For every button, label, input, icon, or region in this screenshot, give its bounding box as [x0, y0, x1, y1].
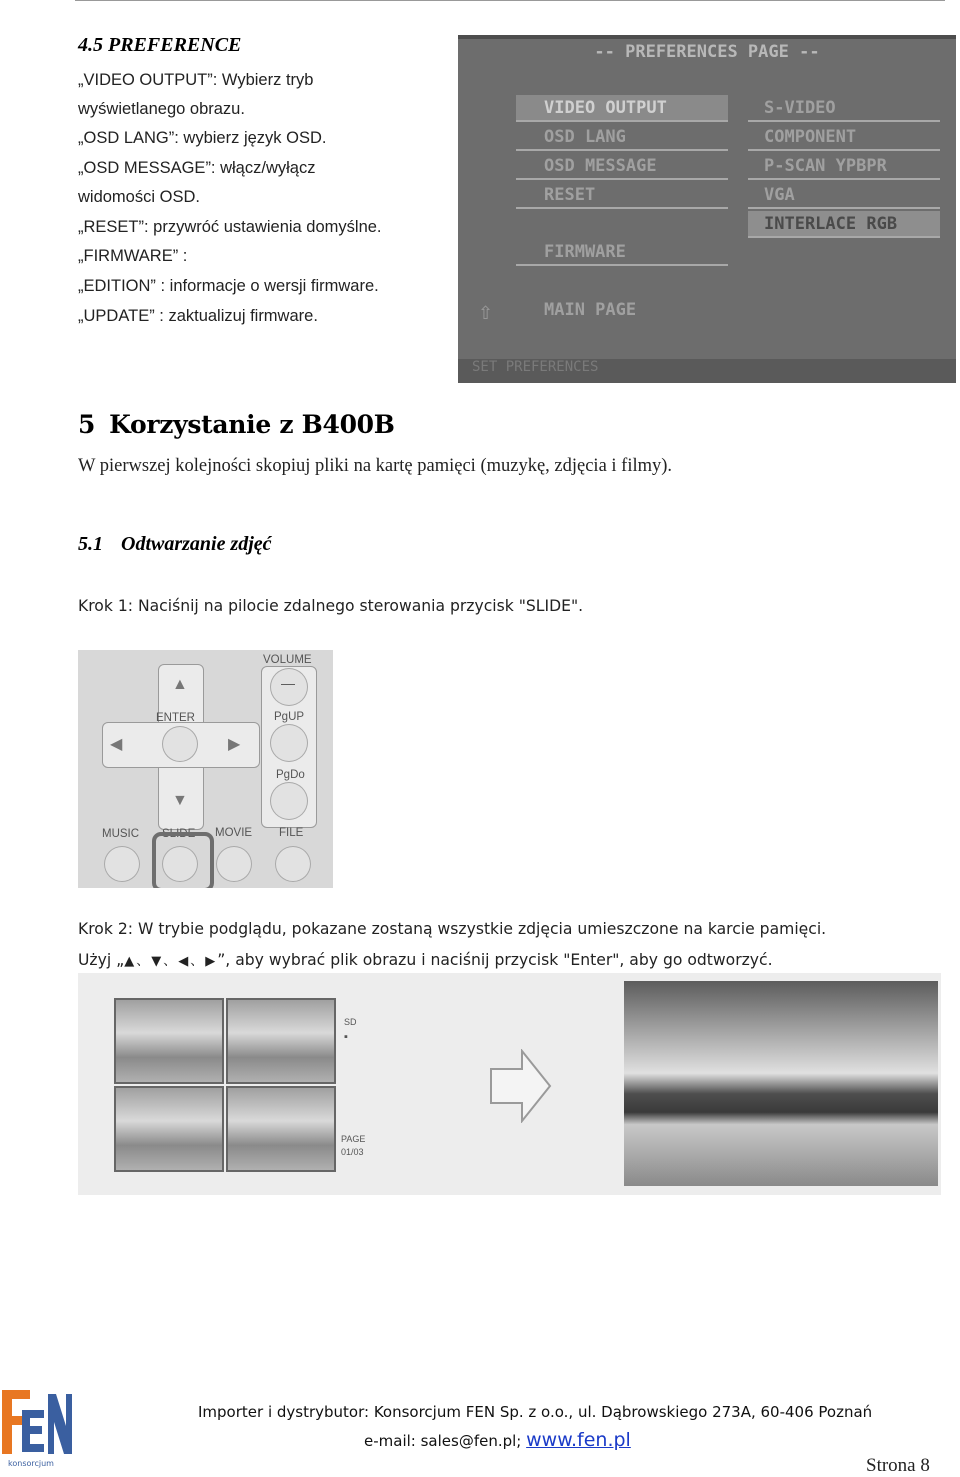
prefs-option-svideo: S-VIDEO: [748, 95, 940, 122]
footer-contact: [364, 1429, 631, 1451]
prefs-footer: SET PREFERENCES: [472, 359, 599, 375]
section-5-1-heading: [78, 533, 272, 556]
prefs-menu-osd-lang: OSD LANG: [516, 124, 728, 151]
prefs-option-interlace-rgb: INTERLACE RGB: [748, 211, 940, 238]
prefs-menu-reset: RESET: [516, 182, 728, 209]
section-5-1-number: 5.1: [78, 533, 103, 555]
pref-line-3: „OSD LANG”: wybierz język OSD.: [78, 129, 327, 147]
thumbnail-4: [226, 1086, 336, 1172]
slide-label: SLIDE: [162, 828, 196, 840]
enter-button: [162, 726, 198, 762]
slideshow-screenshot: [78, 973, 941, 1195]
page-number-footer: Strona 8: [866, 1455, 930, 1476]
music-label: MUSIC: [102, 828, 140, 840]
pref-line-7: „FIRMWARE” :: [78, 247, 188, 265]
next-arrow-icon: [490, 1049, 552, 1123]
sd-label: SD: [344, 1017, 357, 1027]
movie-label: MOVIE: [215, 827, 253, 839]
remote-control-image: [78, 650, 333, 888]
file-button: [275, 846, 311, 882]
pref-line-6: „RESET”: przywróć ustawienia domyślne.: [78, 218, 382, 236]
footer-email: e-mail: sales@fen.pl;: [364, 1432, 527, 1450]
fen-logo-icon: [0, 1388, 74, 1470]
pref-line-2: wyświetlanego obrazu.: [78, 100, 245, 118]
step-3-line: [78, 950, 773, 969]
pgup-label: PgUP: [274, 711, 305, 723]
step-2-text: Krok 2: W trybie podglądu, pokazane zostaną wszystkie zdjęcia umieszczone na karcie pamięci.: [78, 920, 827, 938]
prefs-top-bar: [458, 35, 956, 39]
back-arrow-icon: ⇧: [478, 303, 494, 323]
prefs-title: -- PREFERENCES PAGE --: [594, 42, 820, 62]
prefs-menu-osd-message: OSD MESSAGE: [516, 153, 728, 180]
prefs-menu-video-output: VIDEO OUTPUT: [516, 95, 728, 122]
left-arrow-icon: ◀: [110, 736, 123, 753]
section-5-heading: [78, 410, 395, 439]
step-3-prefix: Użyj „: [78, 951, 125, 969]
file-label: FILE: [279, 827, 304, 839]
section-5-1-title: Odtwarzanie zdjęć: [121, 533, 272, 555]
arrow-keys-icons: ▲、▼、◀、▶: [124, 954, 218, 969]
prefs-option-vga: VGA: [748, 182, 940, 209]
enlarged-photo: [624, 981, 938, 1186]
page-label: PAGE: [341, 1134, 366, 1144]
section-5-title: Korzystanie z B400B: [109, 410, 395, 439]
slide-button: [162, 846, 198, 882]
music-button: [104, 846, 140, 882]
thumbnail-1: [114, 998, 224, 1084]
preferences-screenshot: [458, 35, 956, 383]
prefs-option-pscan: P-SCAN YPBPR: [748, 153, 940, 180]
section-4-5-heading: 4.5 PREFERENCE: [78, 34, 242, 56]
pref-line-1: „VIDEO OUTPUT”: Wybierz tryb: [78, 71, 314, 89]
step-3-suffix: ”, aby wybrać plik obrazu i naciśnij przycisk "Enter", aby go odtworzyć.: [217, 951, 773, 969]
website-link[interactable]: www.fen.pl: [526, 1429, 631, 1451]
pref-line-9: „UPDATE” : zaktualizuj firmware.: [78, 307, 318, 325]
volume-minus-label: —: [281, 675, 295, 691]
pgdo-button: [270, 782, 308, 820]
up-arrow-icon: ▲: [172, 676, 188, 693]
section-5-text: W pierwszej kolejności skopiuj pliki na kartę pamięci (muzykę, zdjęcia i filmy).: [78, 456, 673, 476]
right-arrow-icon: ▶: [228, 736, 241, 753]
thumbnail-2: [226, 998, 336, 1084]
prefs-option-component: COMPONENT: [748, 124, 940, 151]
pref-line-5: widomości OSD.: [78, 188, 200, 206]
enter-label: ENTER: [156, 712, 195, 724]
sd-card-icon: ▪: [344, 1031, 348, 1043]
pref-line-8: „EDITION” : informacje o wersji firmware.: [78, 277, 379, 295]
fen-logo: [0, 1388, 74, 1470]
logo-subtitle: konsorcjum: [8, 1459, 54, 1468]
pgup-button: [270, 724, 308, 762]
movie-button: [216, 846, 252, 882]
prefs-menu-main-page: MAIN PAGE: [544, 300, 637, 320]
thumbnail-3: [114, 1086, 224, 1172]
footer-importer: Importer i dystrybutor: Konsorcjum FEN Sp. z o.o., ul. Dąbrowskiego 273A, 60-406 Poznań: [198, 1403, 873, 1421]
page-number: 01/03: [341, 1147, 364, 1157]
pref-line-4: „OSD MESSAGE”: włącz/wyłącz: [78, 159, 316, 177]
top-rule: [75, 0, 945, 1]
volume-label: VOLUME: [263, 654, 312, 666]
section-5-number: 5: [78, 410, 96, 439]
down-arrow-icon: ▼: [172, 792, 188, 809]
step-1-text: Krok 1: Naciśnij na pilocie zdalnego sterowania przycisk "SLIDE".: [78, 597, 584, 615]
prefs-menu-firmware: FIRMWARE: [516, 239, 728, 266]
pgdo-label: PgDo: [276, 769, 305, 781]
